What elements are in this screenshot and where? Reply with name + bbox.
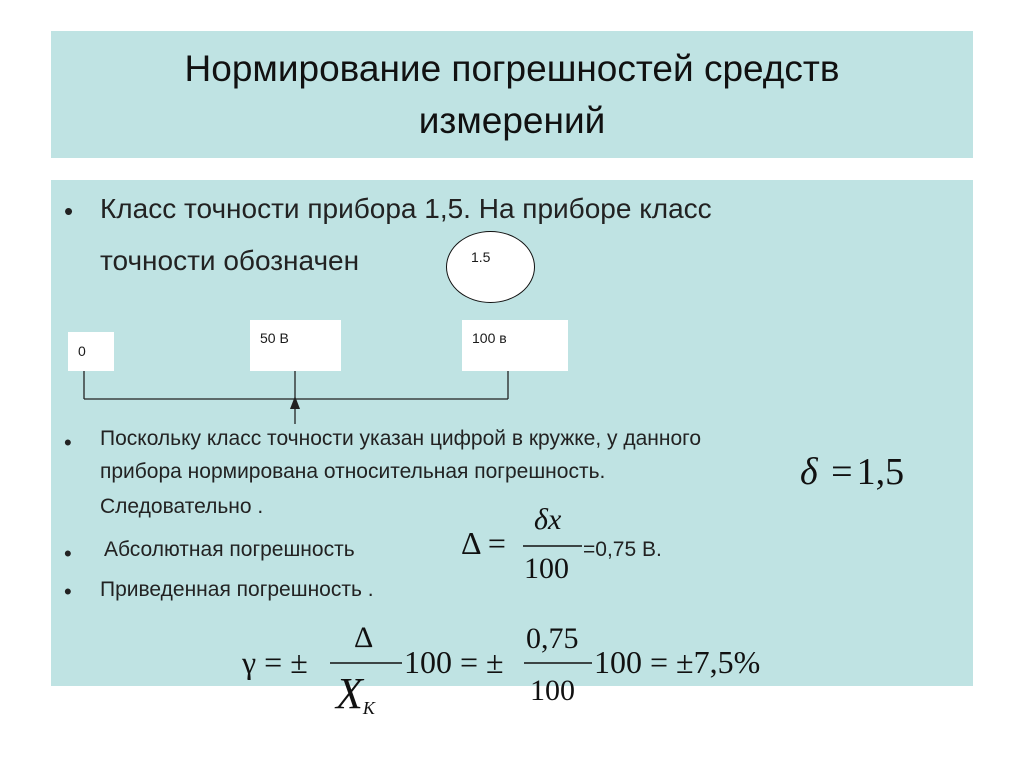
absolute-error-lhs: Δ = [461,525,506,561]
gamma-denominator-2: 100 [530,674,575,707]
item3-label: Абсолютная погрешность [104,538,355,561]
gamma-lhs: γ = ± [242,644,308,680]
item1-line1: Класс точности прибора 1,5. На приборе класс [100,193,712,224]
delta-symbol: δ [800,451,818,493]
gamma-den-sub: K [362,698,375,718]
scale-right-label: 100 в [472,330,507,346]
gamma-numerator-1: Δ [354,621,374,654]
item2-line1: Поскольку класс точности указан цифрой в кружке, у данного [100,427,702,450]
scale-mid-label: 50 В [260,330,289,346]
absolute-error-denominator: 100 [524,552,569,585]
gamma-numerator-2: 0,75 [526,622,579,655]
gamma-middle: 100 = ± [404,644,504,680]
item2-line2: прибора нормирована относительная погрешность. [100,460,606,483]
gamma-den-x: X [336,669,363,718]
delta-equals: = [831,451,853,493]
delta-value: 1,5 [856,451,905,493]
absolute-error-numerator: δx [534,503,562,536]
bullet-marker: • [64,196,74,226]
slide-title: Нормирование погрешностей средств измерений [184,47,840,141]
bullet-marker: • [64,430,72,455]
bullet-marker: • [64,579,72,604]
item1-line2: точности обозначен [100,245,360,276]
circle-label: 1.5 [471,249,491,265]
item4-label: Приведенная погрешность . [100,578,374,601]
item2-line3: Следовательно . [100,495,264,518]
scale-left-label: 0 [78,343,86,359]
gamma-result: 100 = ±7,5% [594,644,761,680]
bullet-marker: • [64,541,72,566]
absolute-error-result: =0,75 В. [583,538,662,561]
